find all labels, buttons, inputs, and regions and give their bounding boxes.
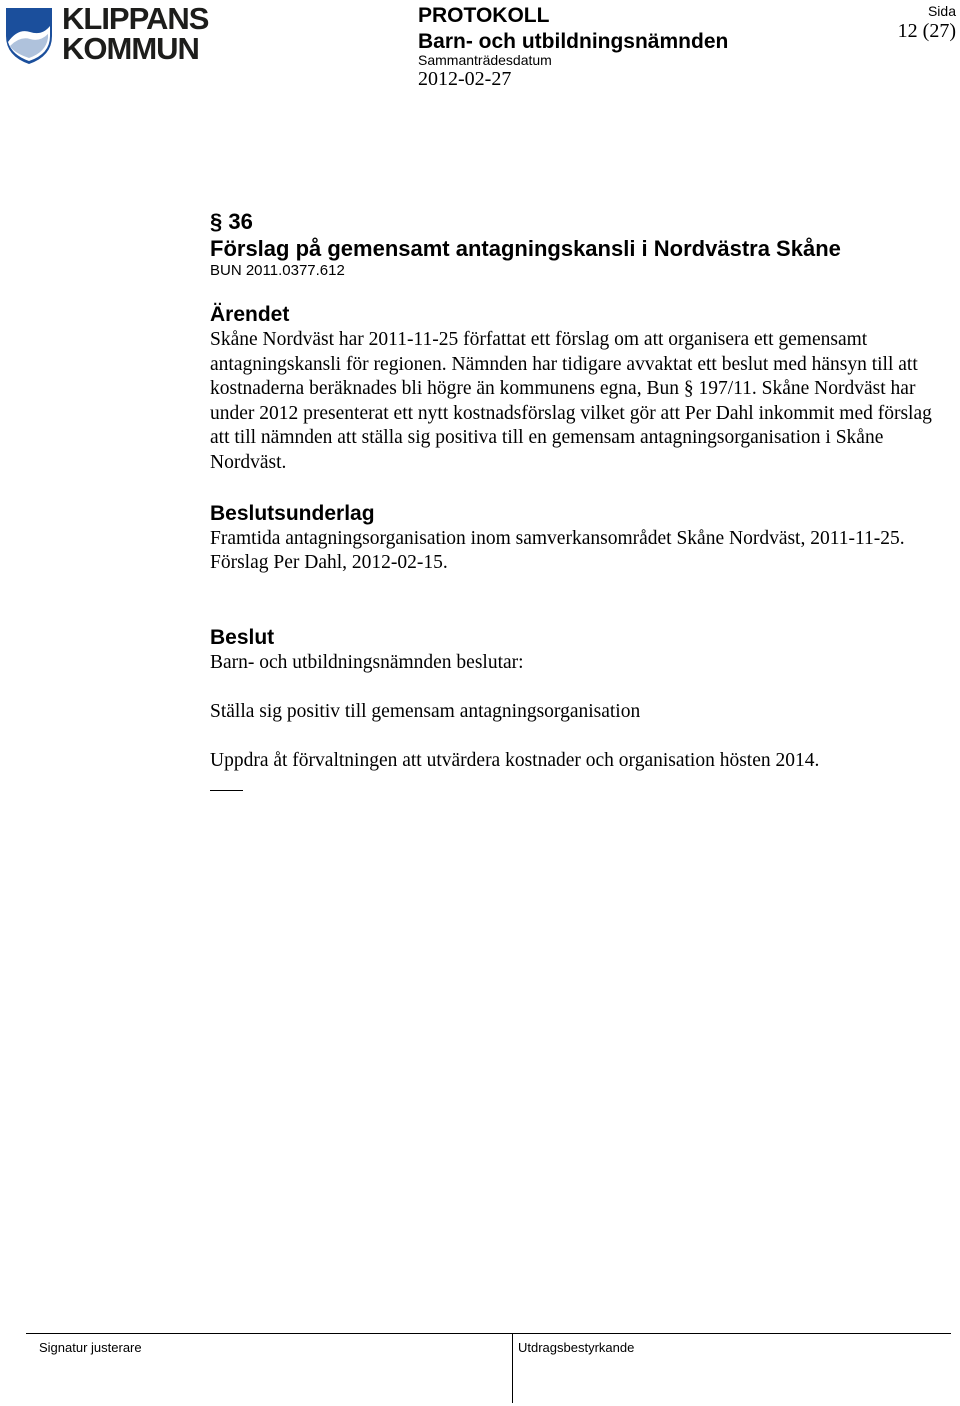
board-name: Barn- och utbildningsnämnden [418, 30, 729, 53]
municipal-shield-icon [4, 6, 54, 66]
meeting-date: 2012-02-27 [418, 68, 512, 90]
section-number: § 36 [210, 209, 253, 234]
decision-item: Uppdra åt förvaltningen att utvärdera kostnader och organisation hösten 2014. [210, 750, 820, 772]
beslutsunderlag-heading: Beslutsunderlag [210, 501, 375, 525]
footer-divider [26, 1333, 951, 1334]
arendet-text: Skåne Nordväst har 2011-11-25 författat ett förslag om att organisera ett gemensamt antagningskansli för regionen. Nämnden har tidigare avvaktat ett beslut med hänsyn till att kostnaderna beräknades bli högre än kommunens egna, Bun § 197/11. Skåne Nordväst har under 2012 presenterat ett nytt kostnadsförslag vilket gör att Per Dahl inkommit med förslag att till nämnden att ställa sig positiva till en gemensam antagningsorganisation i Skåne Nordväst. [210, 329, 932, 473]
extract-certification-label: Utdragsbestyrkande [518, 1340, 635, 1355]
protocol-content [210, 208, 940, 791]
beslut-intro: Barn- och utbildningsnämnden beslutar: [210, 651, 524, 673]
arendet-heading: Ärendet [210, 303, 290, 326]
beslut-heading: Beslut [210, 625, 275, 649]
meeting-date-label: Sammanträdesdatum [418, 52, 552, 68]
signature-field-label: Signatur justerare [39, 1340, 142, 1355]
beslutsunderlag-item: Förslag Per Dahl, 2012-02-15. [210, 552, 448, 574]
logo-line-2: KOMMUN [62, 31, 199, 66]
logo-wordmark [62, 1, 209, 66]
klippans-kommun-logo [4, 1, 219, 68]
document-type: PROTOKOLL [418, 4, 550, 27]
end-rule [210, 790, 243, 791]
page-number: 12 (27) [897, 20, 956, 42]
page-label: Sida [927, 3, 956, 19]
footer-column-divider [512, 1333, 513, 1403]
decision-item: Ställa sig positiv till gemensam antagningsorganisation [210, 700, 641, 722]
case-reference: BUN 2011.0377.612 [210, 262, 345, 279]
logo-line-1: KLIPPANS [62, 1, 209, 36]
beslutsunderlag-item: Framtida antagningsorganisation inom samverkansområdet Skåne Nordväst, 2011-11-25. [210, 527, 905, 549]
section-title: Förslag på gemensamt antagningskansli i Nordvästra Skåne [210, 236, 841, 261]
